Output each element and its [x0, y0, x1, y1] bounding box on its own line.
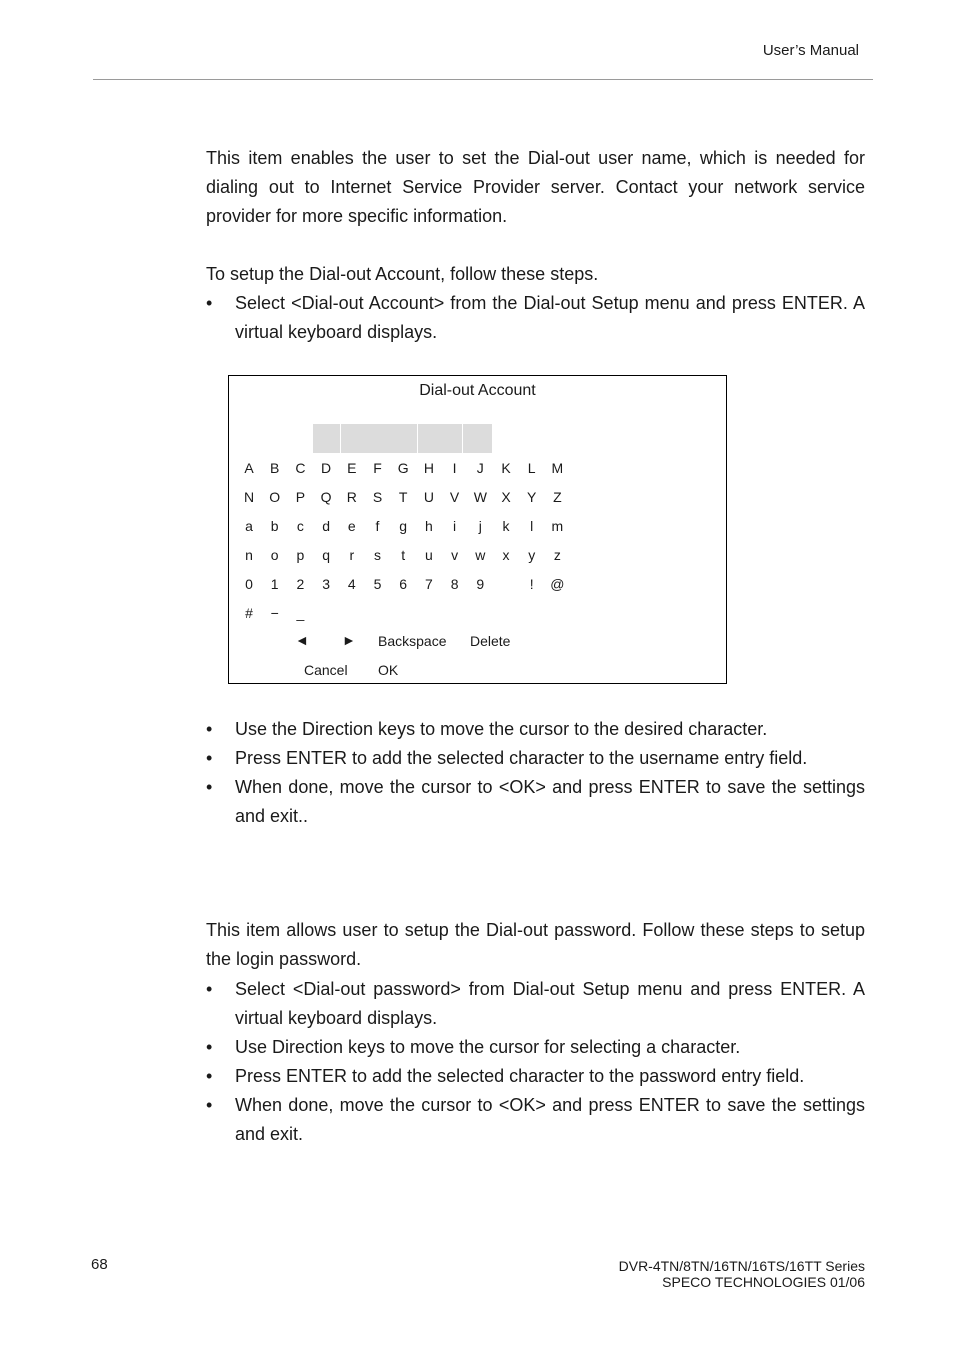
keyboard-key[interactable]: J [476, 460, 484, 476]
keyboard-key[interactable]: a [245, 518, 253, 534]
keyboard-key[interactable]: k [502, 518, 510, 534]
keyboard-key[interactable]: G [397, 460, 409, 476]
bullet-text: Select <Dial-out password> from Dial-out Setup menu and press ENTER. A virtual keyboard displays. [235, 979, 865, 1028]
keyboard-key[interactable]: T [398, 489, 408, 505]
footer-company: SPECO TECHNOLOGIES 01/06 [662, 1274, 865, 1290]
keyboard-key[interactable]: t [401, 547, 406, 563]
keyboard-key[interactable]: C [295, 460, 306, 476]
keyboard-key[interactable]: _ [296, 605, 305, 621]
bullet-text: Press ENTER to add the selected character to the password entry field. [235, 1066, 805, 1086]
entry-cell [313, 424, 340, 453]
keyboard-key[interactable]: 6 [399, 576, 408, 592]
keyboard-key[interactable]: M [551, 460, 564, 476]
keyboard-key[interactable]: v [451, 547, 459, 563]
keyboard-key[interactable]: B [270, 460, 280, 476]
bullet-icon: • [206, 1066, 213, 1086]
keyboard-key[interactable]: 5 [373, 576, 382, 592]
bullet-text: When done, move the cursor to <OK> and press ENTER to save the settings and exit.. [235, 777, 865, 826]
bullet-icon: • [206, 1095, 213, 1115]
username-entry-field[interactable] [313, 424, 493, 453]
keyboard-key[interactable]: I [452, 460, 457, 476]
keyboard-key[interactable]: Z [553, 489, 562, 505]
bullet-text: Use Direction keys to move the cursor for selecting a character. [235, 1037, 741, 1057]
keyboard-key[interactable]: 8 [450, 576, 459, 592]
keyboard-key[interactable]: U [423, 489, 434, 505]
keyboard-key[interactable]: 0 [245, 576, 253, 592]
keyboard-key[interactable]: @ [550, 576, 565, 592]
keyboard-key[interactable]: 7 [424, 576, 433, 592]
header-title: User’s Manual [762, 42, 859, 59]
footer-info [619, 1258, 865, 1290]
keyboard-key[interactable]: 2 [296, 576, 305, 592]
list-item [206, 1091, 865, 1149]
keyboard-key[interactable]: e [347, 518, 356, 534]
keyboard-key[interactable]: P [295, 489, 306, 505]
cancel-button[interactable]: Cancel [304, 662, 348, 678]
entry-cell [463, 424, 492, 453]
right-arrow-key[interactable]: ► [342, 632, 356, 648]
keyboard-key[interactable]: i [453, 518, 457, 534]
keyboard-key[interactable]: y [528, 547, 536, 563]
keyboard-key[interactable]: − [270, 605, 279, 621]
bullet-text: Use the Direction keys to move the cursor to the desired character. [235, 719, 768, 739]
bullet-icon: • [206, 1037, 213, 1057]
header-divider [93, 79, 873, 80]
keyboard-key[interactable]: z [553, 547, 561, 563]
ok-button[interactable]: OK [378, 662, 399, 678]
list-item [206, 773, 865, 831]
keyboard-key[interactable]: n [245, 547, 253, 563]
keyboard-key[interactable]: g [399, 518, 408, 534]
bullet-icon: • [206, 748, 213, 768]
keyboard-key[interactable]: W [473, 489, 487, 505]
keyboard-key[interactable]: j [478, 518, 482, 534]
password-intro-paragraph: This item allows user to setup the Dial-out password. Follow these steps to setup the login password. [206, 920, 865, 969]
keyboard-key[interactable]: Y [527, 489, 537, 505]
bullet-text: Select <Dial-out Account> from the Dial-out Setup menu and press ENTER. A virtual keyboard displays. [235, 293, 865, 342]
bullet-icon: • [206, 719, 213, 739]
keyboard-key[interactable]: A [244, 460, 254, 476]
keyboard-key[interactable]: N [243, 489, 255, 505]
keyboard-key[interactable]: H [423, 460, 434, 476]
entry-cell [341, 424, 417, 453]
keyboard-title: Dial-out Account [419, 382, 536, 399]
keyboard-key[interactable]: q [322, 547, 330, 563]
entry-cell [418, 424, 462, 453]
bullet-icon: • [206, 777, 213, 797]
virtual-keyboard-panel [228, 375, 727, 684]
keyboard-key[interactable]: S [372, 489, 383, 505]
password-step-list [206, 975, 865, 1149]
list-item [206, 975, 865, 1033]
keyboard-key[interactable]: 9 [476, 576, 485, 592]
keyboard-key[interactable]: Q [320, 489, 332, 505]
keyboard-key[interactable]: # [245, 605, 253, 621]
keyboard-key[interactable]: V [449, 489, 460, 505]
list-item [206, 744, 865, 773]
keyboard-key[interactable]: d [322, 518, 330, 534]
footer-series: DVR-4TN/8TN/16TN/16TS/16TT Series [618, 1258, 865, 1274]
keyboard-key[interactable]: u [424, 547, 433, 563]
keyboard-key[interactable]: ! [529, 576, 534, 592]
left-arrow-key[interactable]: ◄ [295, 632, 309, 648]
keyboard-key[interactable]: f [375, 518, 380, 534]
list-item [206, 1033, 865, 1062]
keyboard-key[interactable]: c [296, 518, 304, 534]
account-steps-lead: To setup the Dial-out Account, follow these steps. [206, 264, 599, 284]
keyboard-key[interactable]: s [374, 547, 381, 563]
account-step-list-2 [206, 715, 865, 831]
keyboard-key[interactable]: x [502, 547, 510, 563]
keyboard-key[interactable]: R [346, 489, 357, 505]
keyboard-key[interactable]: 3 [322, 576, 330, 592]
account-step-list-1 [206, 289, 865, 347]
keyboard-key[interactable]: p [296, 547, 305, 563]
keyboard-key[interactable]: w [475, 547, 486, 563]
account-intro-paragraph: This item enables the user to set the Dial-out user name, which is needed for dialing out to Internet Service Provider server. Contact your network service provider for more specific information. [206, 148, 865, 226]
bullet-text: When done, move the cursor to <OK> and press ENTER to save the settings and exit. [235, 1095, 865, 1144]
bullet-icon: • [206, 293, 213, 313]
bullet-text: Press ENTER to add the selected character to the username entry field. [235, 748, 808, 768]
backspace-button[interactable]: Backspace [378, 633, 447, 649]
keyboard-key[interactable]: D [321, 460, 332, 476]
keyboard-key[interactable]: L [527, 460, 536, 476]
keyboard-key[interactable]: 1 [270, 576, 279, 592]
bullet-icon: • [206, 979, 213, 999]
keyboard-key[interactable]: b [270, 518, 279, 534]
keyboard-key[interactable]: F [373, 460, 382, 476]
keyboard-key[interactable]: X [501, 489, 511, 505]
keyboard-key[interactable]: h [424, 518, 433, 534]
keyboard-key[interactable]: E [347, 460, 357, 476]
keyboard-key[interactable]: K [501, 460, 511, 476]
keyboard-key[interactable]: r [349, 547, 355, 563]
keyboard-key[interactable]: 4 [347, 576, 356, 592]
page-number: 68 [91, 1256, 108, 1273]
keyboard-key[interactable]: o [270, 547, 279, 563]
keyboard-key[interactable]: O [269, 489, 281, 505]
list-item [206, 715, 865, 744]
list-item [206, 289, 865, 347]
keyboard-key[interactable]: l [530, 518, 534, 534]
keyboard-key[interactable]: m [551, 518, 564, 534]
delete-button[interactable]: Delete [470, 633, 511, 649]
list-item [206, 1062, 865, 1091]
